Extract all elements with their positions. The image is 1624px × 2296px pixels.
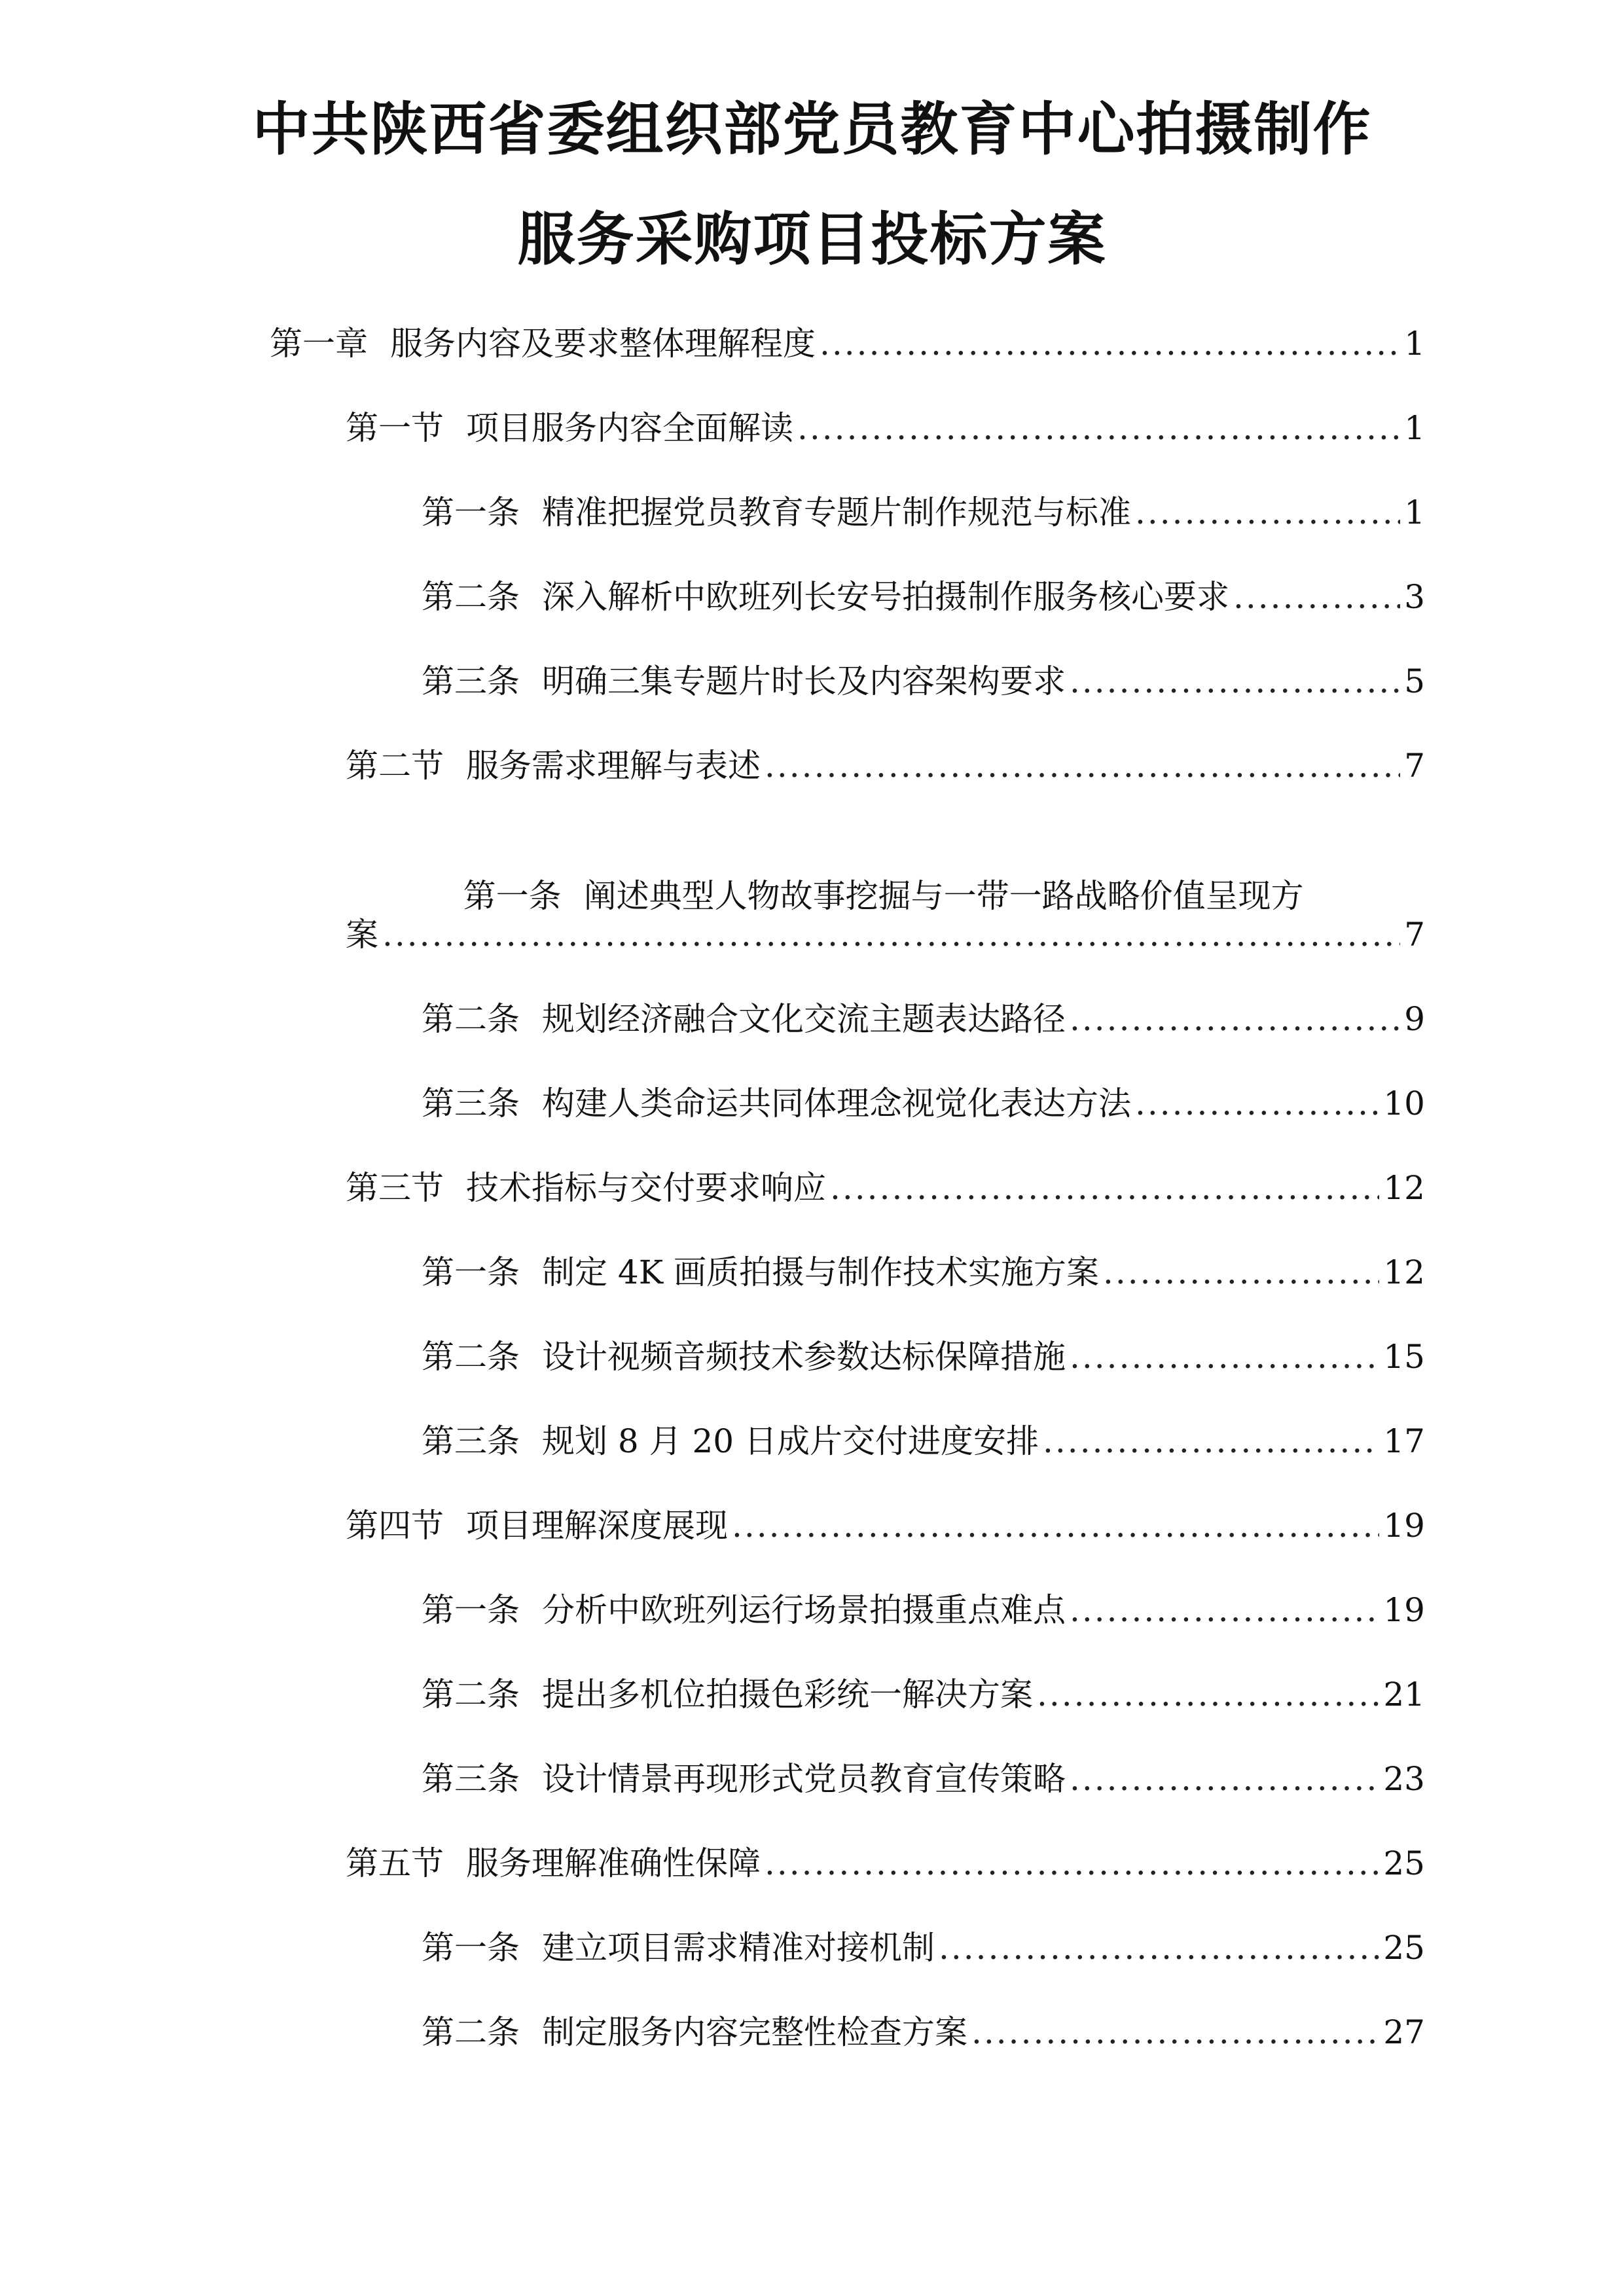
toc-entry-title: 明确三集专题片时长及内容架构要求 [542,662,1066,700]
toc-entry[interactable] [346,1165,1425,1211]
toc-dot-leader [732,1503,1379,1549]
toc-entry[interactable] [422,1925,1425,1971]
toc-entry-number: 第二条 [422,1000,520,1038]
toc-dot-leader [1043,1418,1379,1464]
toc-entry-page: 25 [1383,1844,1425,1882]
toc-dot-leader [1070,1587,1379,1633]
toc-entry[interactable] [422,1418,1425,1464]
toc-dot-leader [1070,1756,1379,1802]
toc-entry[interactable] [422,1587,1425,1633]
toc-entry-number: 第二条 [422,1676,520,1713]
toc-entry[interactable] [422,574,1425,620]
toc-entry-title: 深入解析中欧班列长安号拍摄制作服务核心要求 [542,578,1229,616]
toc-entry-number: 第三条 [422,1085,520,1122]
toc-entry-number: 第一条 [422,1591,520,1629]
toc-entry[interactable] [422,658,1425,704]
toc-entry-number: 第一条 [422,1929,520,1967]
toc-dot-leader [1070,996,1400,1042]
toc-entry[interactable] [422,1081,1425,1126]
toc-entry-page: 17 [1383,1422,1425,1460]
toc-entry-title: 项目服务内容全面解读 [466,409,793,447]
toc-entry-title: 项目理解深度展现 [466,1507,728,1545]
toc-entry[interactable] [422,996,1425,1042]
toc-entry-title: 服务内容及要求整体理解程度 [390,325,816,363]
toc-entry-number: 第四节 [346,1507,444,1545]
toc-entry-number: 第三条 [422,1760,520,1798]
toc-entry-number: 第五节 [346,1844,444,1882]
document-title-line-1: 中共陕西省委组织部党员教育中心拍摄制作 [252,96,1372,163]
toc-dot-leader [765,1840,1379,1886]
toc-dot-leader [830,1165,1379,1211]
toc-entry-page: 5 [1404,662,1425,700]
toc-dot-leader [1135,490,1400,535]
toc-entry-title: 阐述典型人物故事挖掘与一带一路战略价值呈现方 [583,877,1304,915]
toc-entry-title: 制定 4K 画质拍摄与制作技术实施方案 [542,1253,1099,1291]
toc-dot-leader [1070,658,1400,704]
toc-entry[interactable] [346,1840,1425,1886]
toc-entry-title: 技术指标与交付要求响应 [466,1169,826,1207]
toc-entry[interactable] [422,1756,1425,1802]
toc-dot-leader [1233,574,1400,620]
toc-entry[interactable] [346,405,1425,451]
toc-entry-page: 12 [1383,1169,1425,1207]
toc-entry[interactable] [422,1672,1425,1717]
toc-dot-leader [1135,1081,1379,1126]
toc-entry-page: 1 [1404,493,1425,531]
toc-entry-title: 提出多机位拍摄色彩统一解决方案 [542,1676,1033,1713]
toc-entry-number: 第三条 [422,1422,520,1460]
toc-entry-wrapped-first-line[interactable] [422,827,1425,915]
toc-dot-leader [382,912,1400,958]
toc-entry-page: 27 [1383,2013,1425,2051]
toc-entry-number: 第一条 [463,877,562,915]
toc-entry-number: 第一条 [422,1253,520,1291]
toc-entry-title: 构建人类命运共同体理念视觉化表达方法 [542,1085,1131,1122]
toc-entry-title: 服务理解准确性保障 [466,1844,761,1882]
toc-entry[interactable] [346,743,1425,789]
toc-entry-title: 分析中欧班列运行场景拍摄重点难点 [542,1591,1066,1629]
toc-entry-page: 1 [1404,325,1425,363]
toc-entry-page: 7 [1404,747,1425,785]
toc-entry-page: 9 [1404,1000,1425,1038]
toc-entry[interactable] [346,1503,1425,1549]
toc-dot-leader [1070,1334,1379,1380]
toc-entry[interactable] [422,1334,1425,1380]
toc-entry-page: 21 [1383,1676,1425,1713]
toc-entry-page: 12 [1383,1253,1425,1291]
toc-entry-page: 3 [1404,578,1425,616]
toc-dot-leader [1037,1672,1379,1717]
toc-entry-number: 第一条 [422,493,520,531]
toc-entry-number: 第二条 [422,2013,520,2051]
toc-entry-page: 1 [1404,409,1425,447]
toc-entry-number: 第一节 [346,409,444,447]
toc-entry-page: 19 [1383,1507,1425,1545]
toc-entry-number: 第二条 [422,1338,520,1376]
document-title-line-2: 服务采购项目投标方案 [517,206,1107,273]
toc-entry[interactable] [422,490,1425,535]
toc-dot-leader [765,743,1400,789]
toc-entry-title: 服务需求理解与表述 [466,747,761,785]
toc-entry-page: 19 [1383,1591,1425,1629]
toc-entry-page: 23 [1383,1760,1425,1798]
toc-entry-title: 规划 8 月 20 日成片交付进度安排 [542,1422,1039,1460]
toc-entry-title: 建立项目需求精准对接机制 [542,1929,935,1967]
toc-entry-page: 7 [1404,916,1425,954]
toc-entry[interactable] [270,321,1425,367]
toc-dot-leader [797,405,1400,451]
toc-entry-number: 第三节 [346,1169,444,1207]
toc-entry[interactable] [346,912,1425,958]
toc-entry-title: 设计情景再现形式党员教育宣传策略 [542,1760,1066,1798]
toc-dot-leader [820,321,1400,367]
toc-dot-leader [971,2009,1379,2055]
toc-entry-title: 规划经济融合文化交流主题表达路径 [542,1000,1066,1038]
toc-entry-title: 设计视频音频技术参数达标保障措施 [542,1338,1066,1376]
toc-dot-leader [1103,1249,1379,1295]
toc-entry[interactable] [422,2009,1425,2055]
toc-entry-number: 第三条 [422,662,520,700]
toc-entry-number: 第一章 [270,325,368,363]
toc-entry-page: 10 [1383,1085,1425,1122]
toc-entry[interactable] [422,1249,1425,1295]
toc-entry-title: 精准把握党员教育专题片制作规范与标准 [542,493,1131,531]
toc-entry-title-continuation: 案 [346,916,378,954]
toc-entry-title: 制定服务内容完整性检查方案 [542,2013,967,2051]
toc-entry-page: 15 [1383,1338,1425,1376]
toc-entry-page: 25 [1383,1929,1425,1967]
toc-entry-number: 第二条 [422,578,520,616]
toc-dot-leader [939,1925,1379,1971]
toc-entry-number: 第二节 [346,747,444,785]
